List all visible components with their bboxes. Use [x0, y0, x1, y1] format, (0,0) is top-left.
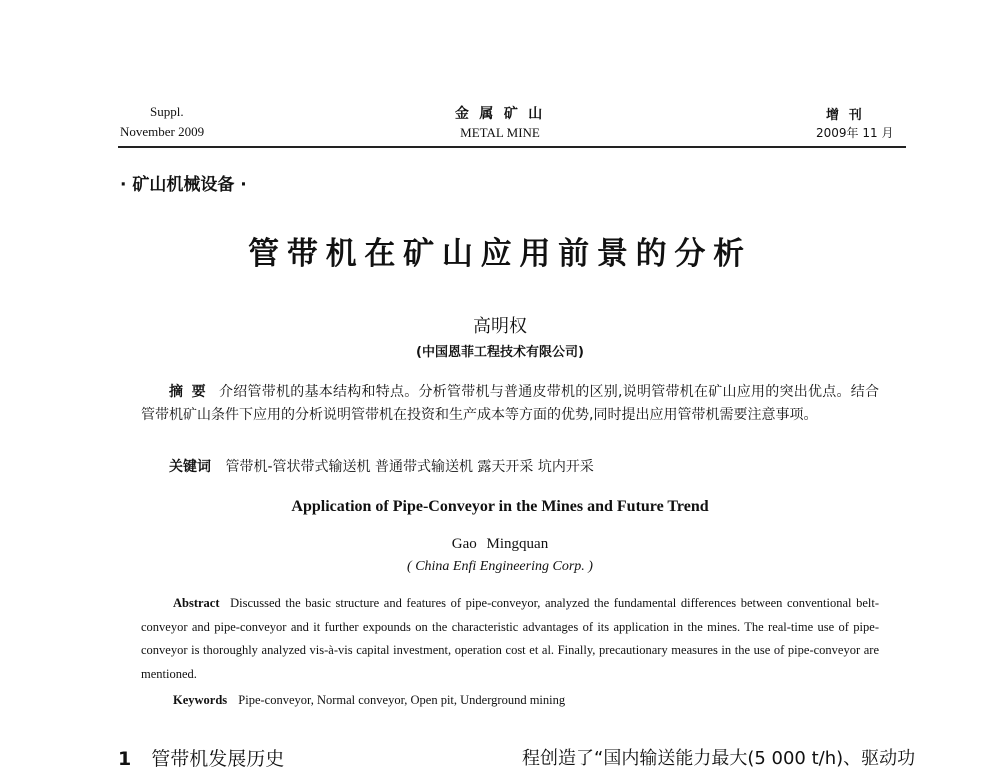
paper-title-en: Application of Pipe-Conveyor in the Mines and Future Trend [291, 498, 709, 515]
header-suppl: Suppl. [150, 104, 184, 119]
keywords-cn-label: 关键词 [169, 459, 211, 475]
header-journal-cn: 金 属 矿 山 [454, 106, 546, 122]
keywords-en [173, 693, 565, 708]
header-journal-en: METAL MINE [460, 125, 540, 140]
header-date-cn: 2009年 11 月 [816, 126, 894, 140]
affiliation-en: ( China Enfi Engineering Corp. ) [407, 559, 593, 574]
keywords-cn-text: 管带机-管状带式输送机 普通带式输送机 露天开采 坑内开采 [225, 459, 594, 475]
header-rule [118, 146, 906, 148]
abstract-en-text: Discussed the basic structure and features of pipe-conveyor, analyzed the fundamental differences between conventional belt-conveyor and pipe-conveyor and it further expounds on the characteristic advantages of its application in the mines. The real-time use of pipe-conveyor is thoroughly analyzed vis-à-vis capital investment, operation cost et al. Finally, precautionary measures in the use of pipe-conveyor are mentioned. [141, 596, 880, 681]
abstract-cn-label: 摘要 [169, 384, 215, 400]
keywords-en-text: Pipe-conveyor, Normal conveyor, Open pit, Underground mining [238, 693, 566, 707]
section-1-number: 1 [118, 748, 132, 770]
abstract-cn [141, 381, 879, 427]
author-en: Gao Mingquan [451, 536, 549, 552]
section-tag: · 矿山机械设备 · [120, 175, 247, 195]
abstract-en [141, 592, 879, 686]
paper-title-cn: 管带机在矿山应用前景的分析 [248, 236, 752, 272]
keywords-en-label: Keywords [173, 693, 228, 707]
author-cn: 高明权 [473, 316, 527, 337]
abstract-en-label: Abstract [173, 596, 220, 610]
section-1-heading [118, 744, 284, 771]
abstract-cn-text: 介绍管带机的基本结构和特点。分析管带机与普通皮带机的区别,说明管带机在矿山应用的突出优点。结合管带机矿山条件下应用的分析说明管带机在投资和生产成本等方面的优势,同时提出应用管带机需要注意事项。 [141, 384, 879, 423]
affiliation-cn: (中国恩菲工程技术有限公司) [416, 345, 584, 360]
header-date-en: November 2009 [120, 124, 205, 139]
section-1-title: 管带机发展历史 [151, 748, 285, 770]
header-supplement-cn: 增 刊 [826, 108, 865, 123]
right-column-text: 程创造了“国内输送能力最大(5 000 t/h)、驱动功 [522, 748, 916, 769]
keywords-cn [169, 456, 594, 476]
